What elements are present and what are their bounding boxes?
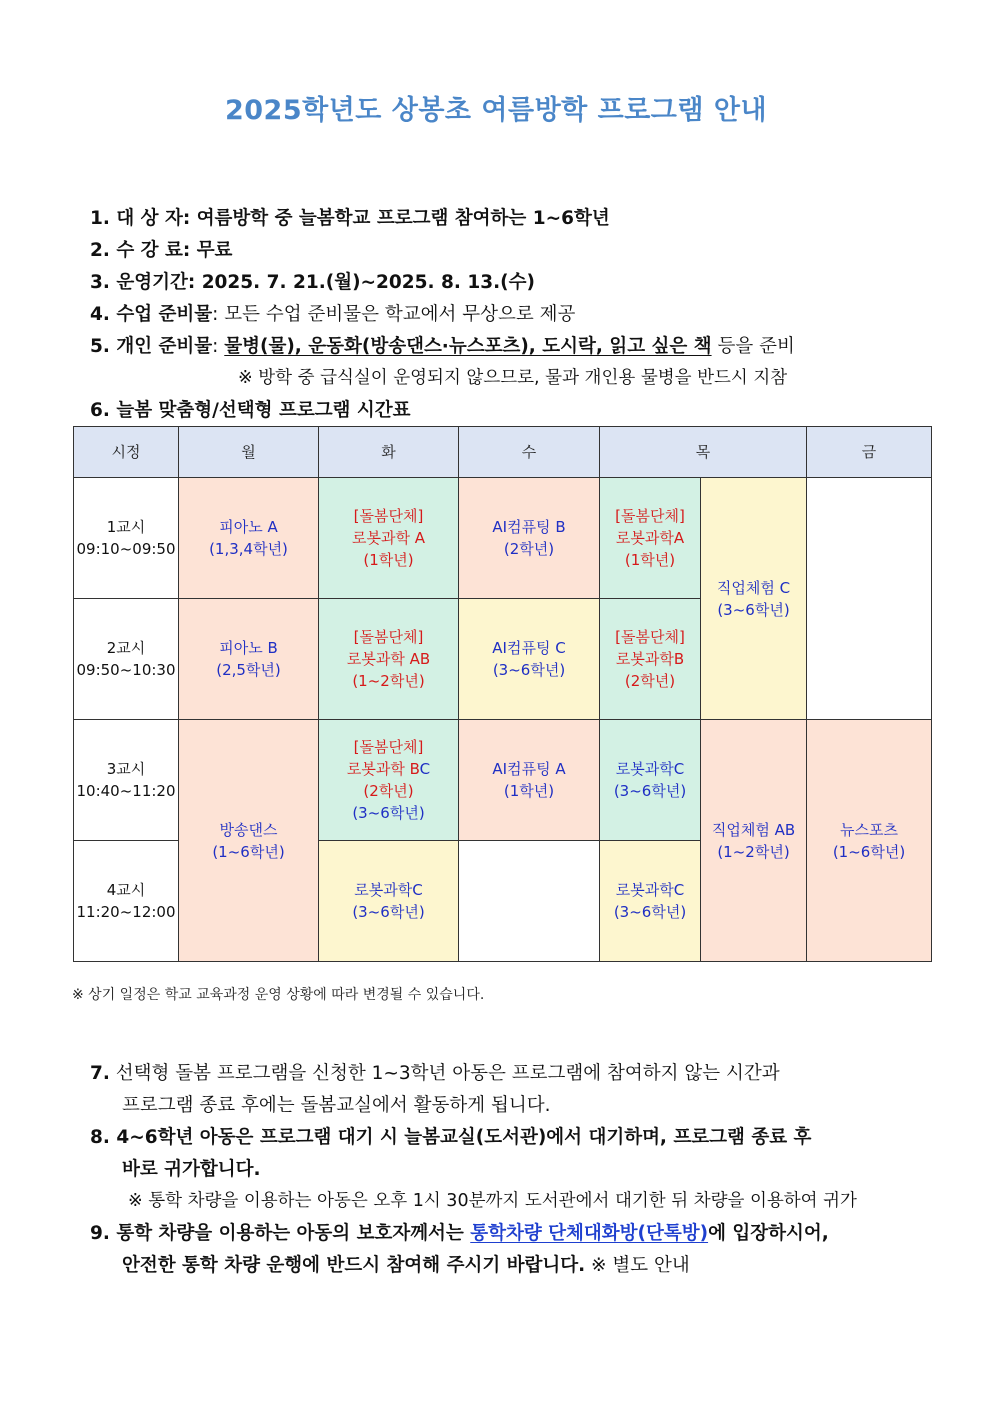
program-name: AI컴퓨팅 C bbox=[492, 639, 566, 657]
item-materials-value: : 모든 수업 준비물은 학교에서 무상으로 제공 bbox=[212, 304, 576, 325]
cell-wed-p3 bbox=[459, 720, 600, 841]
period-cell bbox=[74, 599, 179, 720]
header-mon: 월 bbox=[179, 427, 319, 478]
program-grade: (3~6학년) bbox=[352, 903, 425, 921]
header-wed: 수 bbox=[459, 427, 600, 478]
program-grade: (1~2학년) bbox=[352, 672, 425, 690]
timetable bbox=[73, 426, 932, 962]
item-personal-note: ※ 방학 중 급식실이 운영되지 않으므로, 물과 개인용 물병을 반드시 지참 bbox=[238, 368, 788, 388]
period-name: 1교시 bbox=[106, 518, 146, 536]
program-tag: [돌봄단체] bbox=[353, 738, 424, 756]
item-fee-label: 2. 수 강 료: bbox=[90, 240, 191, 261]
program-grade: (1학년) bbox=[503, 782, 555, 800]
program-grade: (1학년) bbox=[624, 551, 676, 569]
cell-tue-p4 bbox=[319, 841, 459, 962]
program-name-part: C bbox=[419, 760, 431, 778]
period-time: 10:40~11:20 bbox=[76, 782, 176, 800]
program-name: 로봇과학 AB bbox=[346, 650, 431, 668]
program-grade: (3~6학년) bbox=[492, 661, 566, 679]
cell-thu-a-p4 bbox=[600, 841, 701, 962]
cell-mon-p34 bbox=[179, 720, 319, 962]
program-grade: (2학년) bbox=[503, 540, 555, 558]
table-row bbox=[74, 720, 932, 841]
item-target-value: 여름방학 중 늘봄학교 프로그램 참여하는 1~6학년 bbox=[196, 208, 610, 229]
program-grade: (2학년) bbox=[624, 672, 676, 690]
program-grade: (3~6학년) bbox=[717, 600, 790, 619]
item-9 bbox=[90, 1219, 829, 1245]
cell-fri-p12 bbox=[807, 478, 932, 720]
period-cell bbox=[74, 841, 179, 962]
item-personal bbox=[90, 332, 795, 358]
item-8-line2: 바로 귀가합니다. bbox=[122, 1159, 261, 1180]
header-thu: 목 bbox=[600, 427, 807, 478]
program-tag: [돌봄단체] bbox=[353, 507, 424, 525]
program-grade: (1~6학년) bbox=[832, 842, 906, 861]
item-fee bbox=[90, 236, 232, 262]
period-name: 3교시 bbox=[106, 760, 146, 778]
cell-tue-p3 bbox=[319, 720, 459, 841]
item-target bbox=[90, 204, 610, 230]
cell-thu-a-p3 bbox=[600, 720, 701, 841]
item-personal-colon: : bbox=[212, 336, 225, 357]
item-fee-value: 무료 bbox=[196, 240, 233, 261]
chat-room-link: 통학차량 단체대화방(단톡방) bbox=[470, 1223, 709, 1244]
period-cell bbox=[74, 720, 179, 841]
item-7-line1: 선택형 돌봄 프로그램을 신청한 1~3학년 아동은 프로그램에 참여하지 않는 시간과 bbox=[115, 1063, 780, 1084]
program-name: 로봇과학B bbox=[615, 650, 685, 668]
cell-thu-b-p34 bbox=[701, 720, 807, 962]
table-row bbox=[74, 478, 932, 599]
program-name: 로봇과학C bbox=[615, 760, 685, 778]
program-grade: (1,3,4학년) bbox=[209, 540, 288, 558]
cell-thu-b-p12 bbox=[701, 478, 807, 720]
item-materials-label: 4. 수업 준비물 bbox=[90, 304, 213, 325]
cell-tue-p2 bbox=[319, 599, 459, 720]
item-7 bbox=[90, 1059, 780, 1085]
item-7-line2: 프로그램 종료 후에는 돌봄교실에서 활동하게 됩니다. bbox=[122, 1095, 551, 1116]
item-8-num: 8. bbox=[90, 1127, 110, 1148]
item-9-pre: 통학 차량을 이용하는 아동의 보호자께서는 bbox=[116, 1223, 471, 1244]
period-time: 09:50~10:30 bbox=[76, 661, 176, 679]
cell-mon-p2 bbox=[179, 599, 319, 720]
item-9-line2: 안전한 통학 차량 운행에 반드시 참여해 주시기 바랍니다. bbox=[122, 1255, 586, 1276]
program-grade: (3~6학년) bbox=[352, 804, 425, 822]
cell-wed-p1 bbox=[459, 478, 600, 599]
item-period-label: 3. 운영기간: bbox=[90, 272, 196, 293]
item-personal-label: 5. 개인 준비물 bbox=[90, 336, 213, 357]
header-period: 시정 bbox=[74, 427, 179, 478]
program-grade: (1학년) bbox=[363, 551, 414, 569]
program-grade: (1~2학년) bbox=[717, 842, 790, 861]
header-fri: 금 bbox=[807, 427, 932, 478]
program-name: 로봇과학C bbox=[615, 881, 685, 899]
period-time: 11:20~12:00 bbox=[76, 903, 176, 921]
page-title: 2025학년도 상봉초 여름방학 프로그램 안내 bbox=[224, 95, 768, 126]
program-name: 방송댄스 bbox=[219, 820, 278, 839]
program-name: 로봇과학A bbox=[615, 529, 685, 547]
cell-tue-p1 bbox=[319, 478, 459, 599]
item-9-line2-row bbox=[122, 1251, 690, 1277]
period-name: 2교시 bbox=[106, 639, 146, 657]
program-grade: (1~6학년) bbox=[212, 842, 285, 861]
program-name: 뉴스포츠 bbox=[840, 820, 898, 839]
program-name: 피아노 B bbox=[219, 639, 278, 657]
program-tag: [돌봄단체] bbox=[353, 628, 424, 646]
program-grade: (3~6학년) bbox=[613, 903, 687, 921]
table-note: ※ 상기 일정은 학교 교육과정 운영 상황에 따라 변경될 수 있습니다. bbox=[72, 987, 485, 1003]
item-9-note: ※ 별도 안내 bbox=[591, 1255, 690, 1276]
program-name-part: 로봇과학 B bbox=[346, 760, 420, 778]
item-8-note: ※ 통학 차량을 이용하는 아동은 오후 1시 30분까지 도서관에서 대기한 뒤 차량을 이용하여 귀가 bbox=[128, 1191, 857, 1211]
timetable-header-row bbox=[74, 427, 932, 478]
program-name: AI컴퓨팅 A bbox=[492, 760, 566, 778]
cell-wed-p4 bbox=[459, 841, 600, 962]
cell-thu-a-p2 bbox=[600, 599, 701, 720]
program-name bbox=[319, 758, 458, 780]
program-grade: (2학년) bbox=[363, 782, 414, 800]
program-name: 로봇과학C bbox=[354, 881, 423, 899]
program-tag: [돌봄단체] bbox=[615, 507, 685, 525]
program-grade: (2,5학년) bbox=[216, 661, 281, 679]
program-name: AI컴퓨팅 B bbox=[492, 518, 566, 536]
cell-mon-p1 bbox=[179, 478, 319, 599]
cell-fri-p34 bbox=[807, 720, 932, 962]
cell-wed-p2 bbox=[459, 599, 600, 720]
program-grade: (3~6학년) bbox=[613, 782, 687, 800]
period-cell bbox=[74, 478, 179, 599]
item-9-post: 에 입장하시어, bbox=[708, 1223, 829, 1244]
item-materials bbox=[90, 300, 575, 326]
program-name: 직업체험 C bbox=[716, 578, 791, 597]
program-name: 피아노 A bbox=[219, 518, 278, 536]
item-personal-suffix: 등을 준비 bbox=[711, 336, 795, 357]
item-period bbox=[90, 268, 535, 294]
cell-thu-a-p1 bbox=[600, 478, 701, 599]
period-time: 09:10~09:50 bbox=[76, 540, 176, 558]
program-name: 직업체험 AB bbox=[711, 820, 796, 839]
program-tag: [돌봄단체] bbox=[615, 628, 685, 646]
item-personal-value: 물병(물), 운동화(방송댄스·뉴스포츠), 도시락, 읽고 싶은 책 bbox=[224, 336, 712, 357]
item-timetable-heading: 6. 늘봄 맞춤형/선택형 프로그램 시간표 bbox=[90, 400, 411, 421]
item-8-line1: 4~6학년 아동은 프로그램 대기 시 늘봄교실(도서관)에서 대기하며, 프로그램 종료 후 bbox=[116, 1127, 812, 1148]
item-target-label: 1. 대 상 자: bbox=[90, 208, 191, 229]
period-name: 4교시 bbox=[106, 881, 146, 899]
item-7-num: 7. bbox=[90, 1063, 110, 1084]
item-9-num: 9. bbox=[90, 1223, 110, 1244]
header-tue: 화 bbox=[319, 427, 459, 478]
item-8 bbox=[90, 1123, 811, 1149]
program-name: 로봇과학 A bbox=[352, 529, 425, 547]
item-period-value: 2025. 7. 21.(월)~2025. 8. 13.(수) bbox=[201, 272, 535, 293]
